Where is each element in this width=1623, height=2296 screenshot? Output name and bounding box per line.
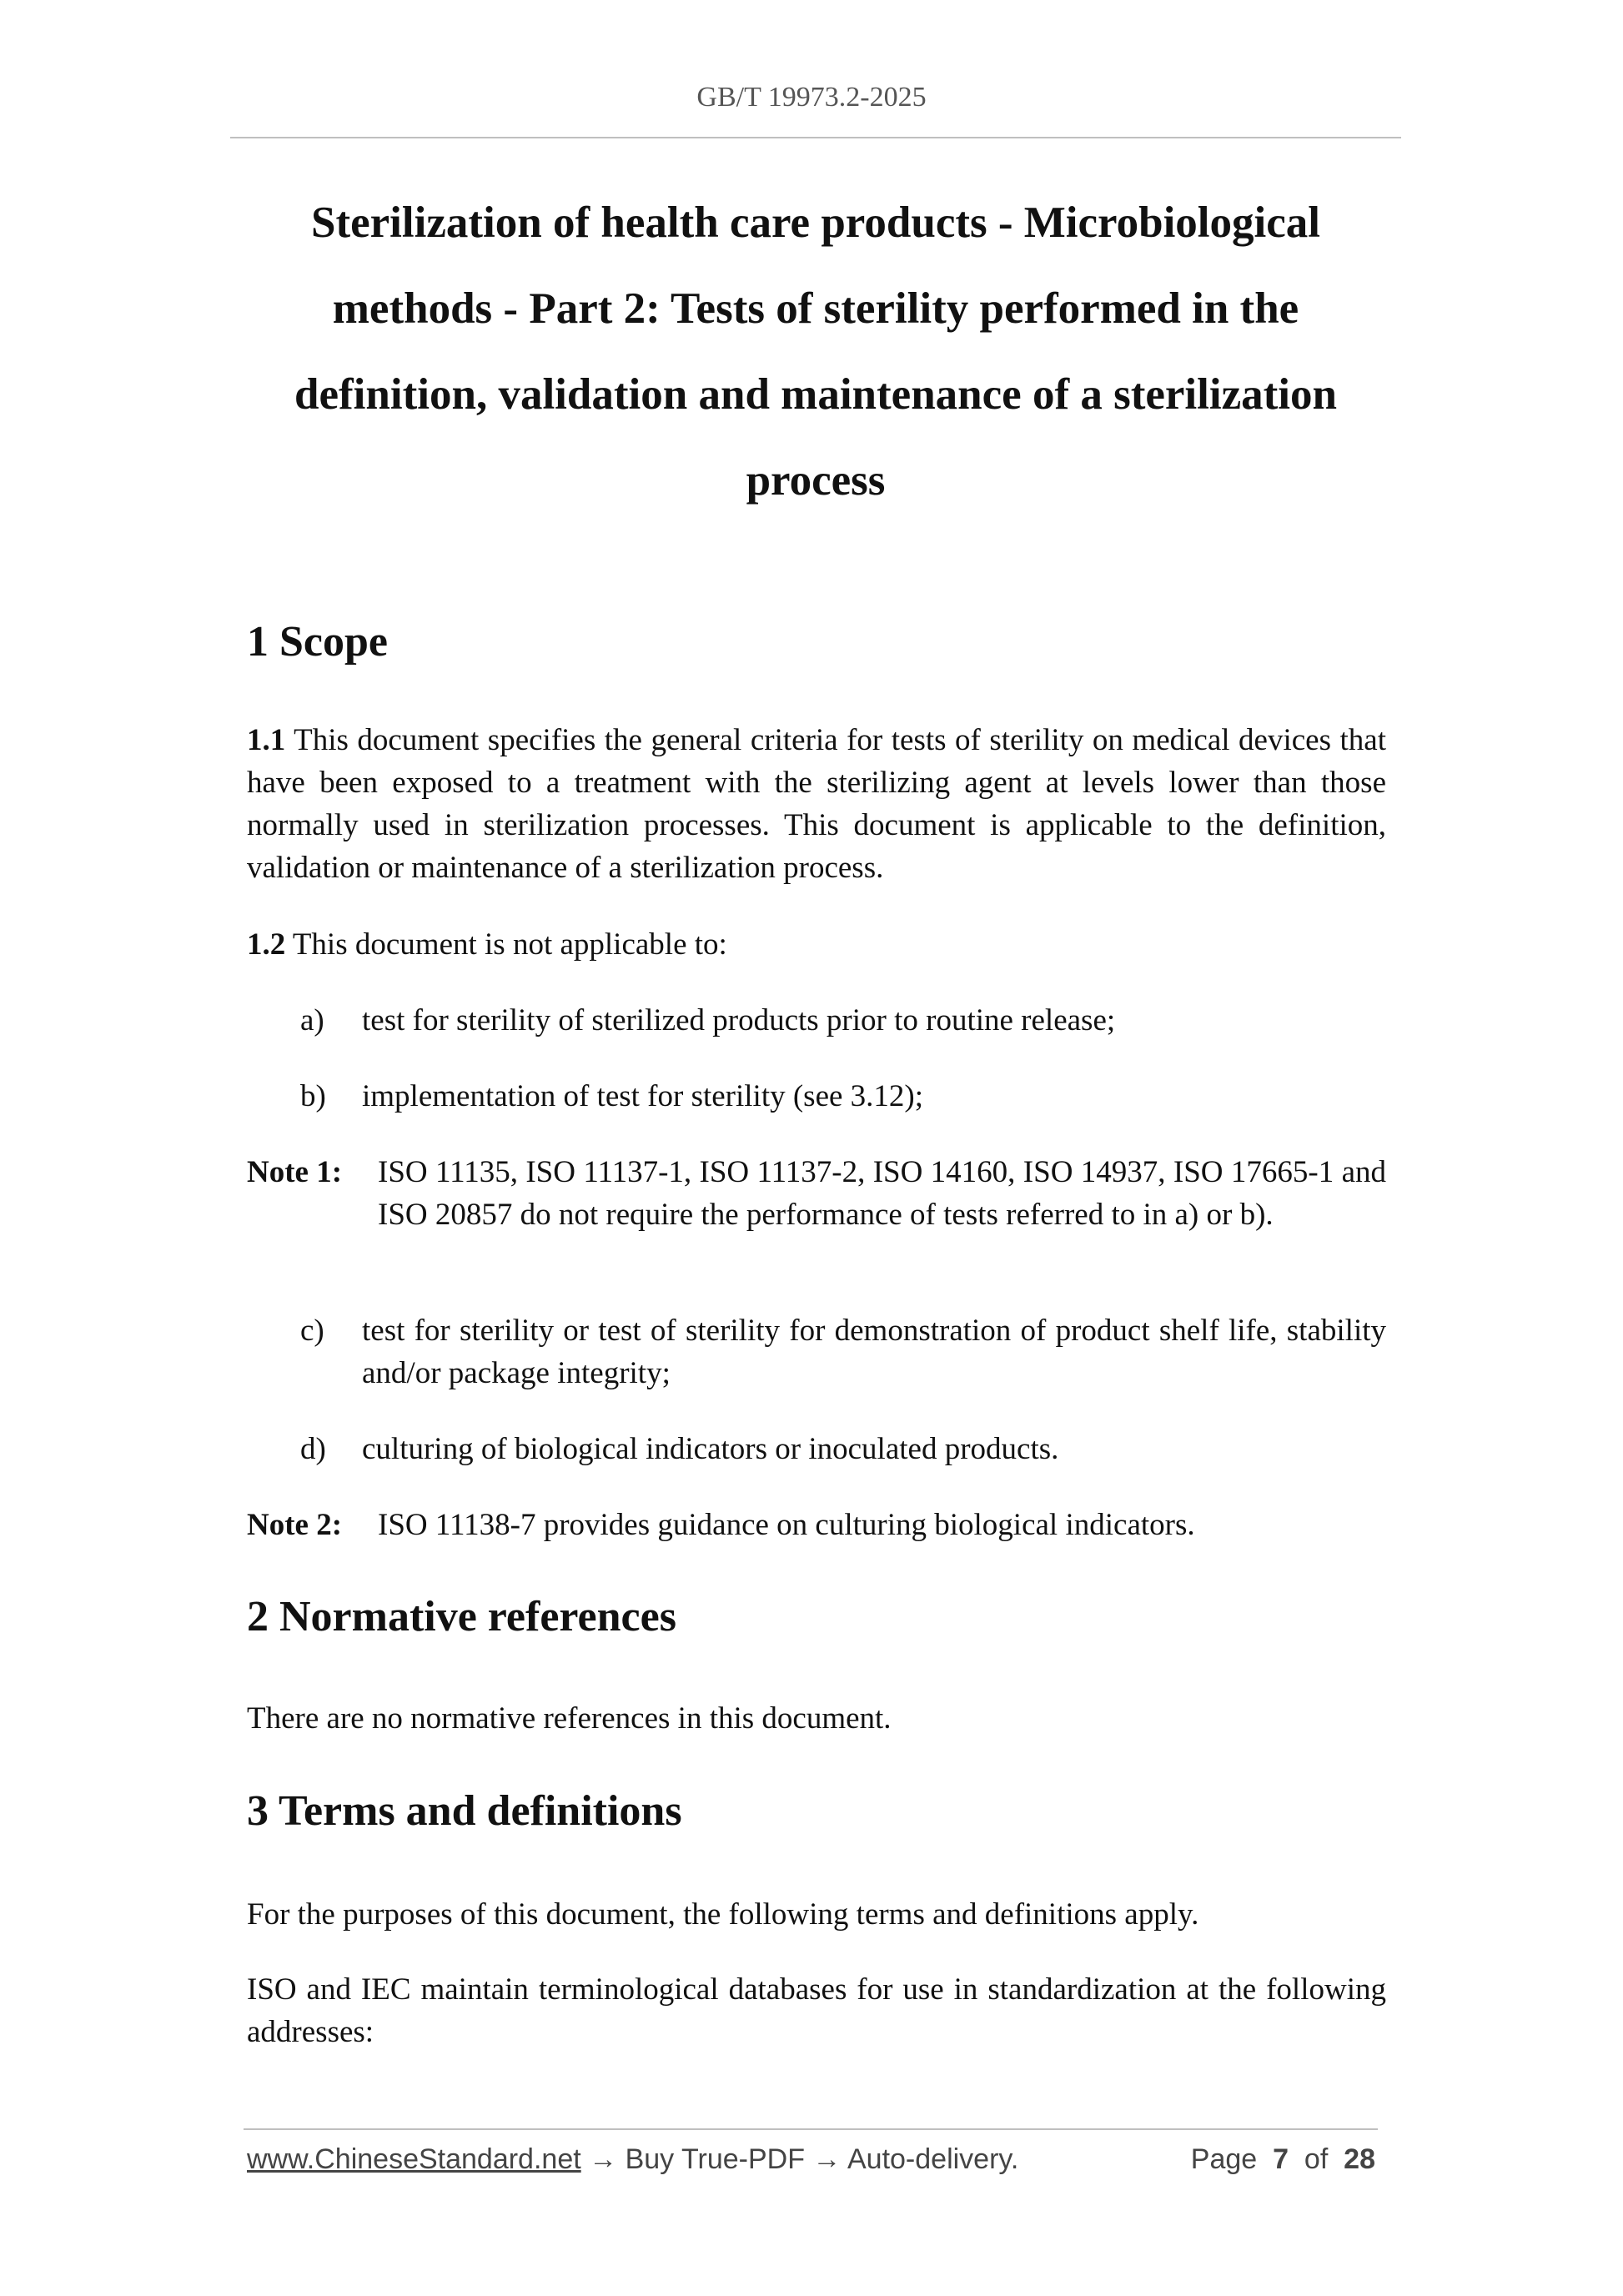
note-label: Note 1: bbox=[247, 1155, 343, 1189]
list-marker: a) bbox=[300, 1003, 324, 1037]
list-item-text: culturing of biological indicators or inoculated products. bbox=[362, 1432, 1059, 1466]
list-item-b bbox=[300, 1075, 1386, 1118]
note-1 bbox=[247, 1151, 1386, 1236]
list-marker: c) bbox=[300, 1314, 324, 1348]
current-page-number: 7 bbox=[1273, 2143, 1289, 2175]
footer-tagline: → Buy True-PDF → Auto-delivery. bbox=[580, 2143, 1019, 2175]
note-label: Note 2: bbox=[247, 1508, 343, 1542]
clause-number: 1.2 bbox=[247, 927, 286, 962]
note-text: ISO 11138-7 provides guidance on culturing biological indicators. bbox=[378, 1508, 1195, 1542]
header-divider bbox=[230, 137, 1401, 138]
list-item-d bbox=[300, 1428, 1386, 1470]
standard-code-header: GB/T 19973.2-2025 bbox=[696, 82, 927, 113]
terms-intro-text: For the purposes of this document, the following terms and definitions apply. bbox=[247, 1897, 1199, 1932]
list-item-text: test for sterility or test of sterility for demonstration of product shelf life, stability and/or package integrity; bbox=[362, 1314, 1386, 1390]
section-heading-scope: 1 Scope bbox=[247, 618, 388, 666]
list-item-text: implementation of test for sterility (see 3.12); bbox=[362, 1079, 924, 1113]
list-item-a bbox=[300, 999, 1386, 1042]
clause-text: This document is not applicable to: bbox=[285, 927, 727, 962]
page-word: Page bbox=[1190, 2143, 1258, 2175]
clause-1-2 bbox=[247, 923, 1386, 966]
clause-number: 1.1 bbox=[247, 723, 286, 757]
website-link[interactable]: www.ChineseStandard.net bbox=[247, 2143, 581, 2175]
total-pages-number: 28 bbox=[1344, 2143, 1375, 2175]
list-marker: d) bbox=[300, 1432, 326, 1466]
list-item-text: test for sterility of sterilized products prior to routine release; bbox=[362, 1003, 1116, 1037]
note-2 bbox=[247, 1504, 1386, 1546]
section-heading-normative-references: 2 Normative references bbox=[247, 1593, 676, 1640]
clause-text: This document specifies the general criteria for tests of sterility on medical devices that have been exposed to a treatment with the sterilizing agent at levels lower than those normally used in sterilization processes. This document is applicable to the definition, validation or maintenance of a sterilization process. bbox=[247, 723, 1386, 885]
page-indicator bbox=[1191, 2143, 1375, 2176]
footer-divider bbox=[244, 2128, 1378, 2130]
document-title: Sterilization of health care products - Microbiological methods - Part 2: Tests of sterility performed in the definition, validation and maintenance of a sterilization process bbox=[294, 198, 1337, 505]
list-marker: b) bbox=[300, 1079, 326, 1113]
list-item-c bbox=[300, 1309, 1386, 1394]
of-word: of bbox=[1304, 2143, 1329, 2175]
note-text: ISO 11135, ISO 11137-1, ISO 11137-2, ISO 14160, ISO 14937, ISO 17665-1 and ISO 20857 do not require the performance of tests referred to in a) or b). bbox=[378, 1155, 1386, 1232]
terms-databases-text: ISO and IEC maintain terminological databases for use in standardization at the following addresses: bbox=[247, 1972, 1386, 2049]
clause-1-1 bbox=[247, 719, 1386, 889]
page-footer bbox=[247, 2143, 1381, 2176]
normative-references-text: There are no normative references in this document. bbox=[247, 1701, 892, 1736]
section-heading-terms-definitions: 3 Terms and definitions bbox=[247, 1787, 682, 1835]
